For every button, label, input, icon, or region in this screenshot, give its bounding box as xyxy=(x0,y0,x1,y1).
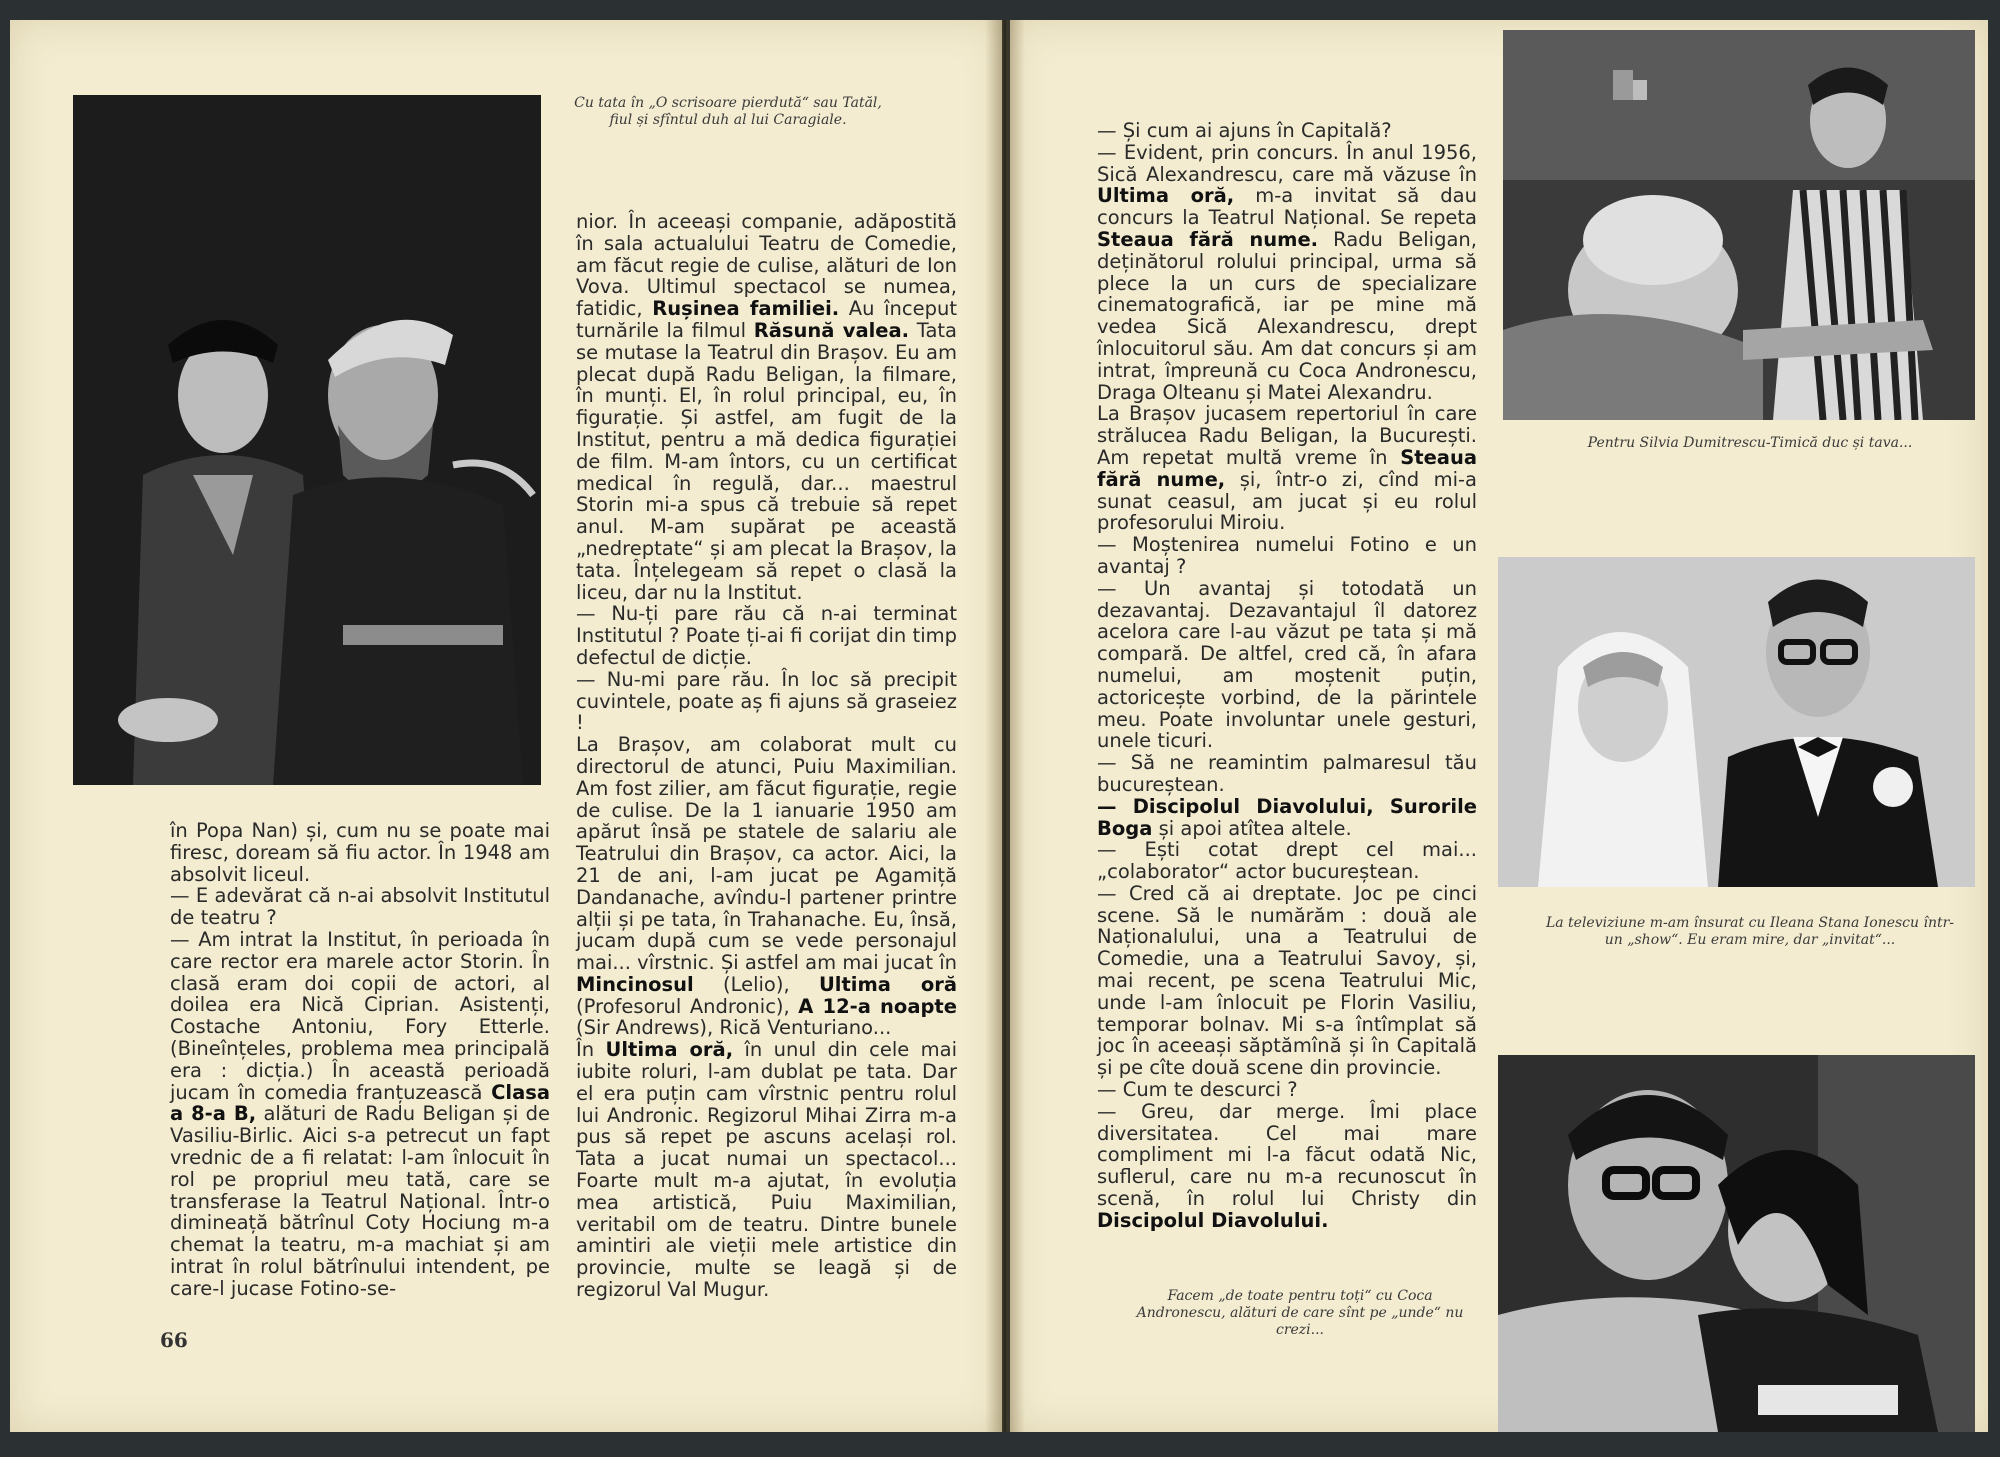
right-page xyxy=(1010,20,1988,1432)
page-number: 66 xyxy=(160,1328,188,1352)
paragraph: — Și cum ai ajuns în Capitală? xyxy=(1097,119,1392,142)
play-title: Clasa a 8-a B, xyxy=(170,1080,550,1126)
paragraph: — Discipolul Diavolului, Surorile Boga și apoi atîtea altele. xyxy=(1097,794,1477,840)
left-page xyxy=(10,20,1002,1432)
caption-wedding: La televiziune m-am însurat cu Ileana Stana Ionescu într-un „show“. Eu eram mire, dar „invitat“... xyxy=(1545,915,1955,948)
paragraph: — Greu, dar merge. Îmi place diversitatea. Cel mai mare compliment mi l-a făcut odată Nic, suflerul, care nu m-a recunoscut în scenă, în rolul lui Christy din Discipolul Diavolului. xyxy=(1097,1099,1477,1232)
paragraph: — Să ne reamintim palmaresul tău bucureștean. xyxy=(1097,751,1477,796)
theater-photo xyxy=(73,95,541,785)
paragraph: — Moștenirea numelui Fotino e un avantaj ? xyxy=(1097,533,1477,578)
photo-caption: Cu tata în „O scrisoare pierdută“ sau Tatăl, fiul și sfîntul duh al lui Caragiale. xyxy=(574,95,882,128)
paragraph: La Brașov, am colaborat mult cu directorul de atunci, Puiu Maximilian. Am fost zilier, am făcut figurație, regie de culise. De la 1 ianuarie 1950 am apărut însă pe statele de salariu ale Teatrului din Brașov, ca actor. Aici, la 21 de ani, l-am jucat pe Agamiță Dandanache, avîndu-l partener printre alții și pe tata, în Trahanache. Eu, însă, jucam după cum se vede personajul mai... vîrstnic. Și astfel am mai jucat în Mincinosul (Lelio), Ultima oră (Profesorul Andronic), A 12-a noapte (Sir Andrews), Rică Venturiano... xyxy=(576,733,958,1040)
paragraph: — Evident, prin concurs. În anul 1956, Sică Alexandrescu, care mă văzuse în Ultima oră, m-a invitat să dau concurs la Teatrul Național. Se repeta Steaua fără nume. Radu Beligan, deținătorul rolului principal, urma să plece la un curs de specializare cinematografică, iar pe mine mă vedea Sică Alexandrescu, drept înlocuitorul său. Am dat concurs și am intrat, împreună cu Coca Andronescu, Draga Olteanu și Matei Alexandru. xyxy=(1097,140,1477,404)
paragraph: — Un avantaj și totodată un dezavantaj. Dezavantajul îl datorez acelora care l-au văzut pe tata și mă compară. De altfel, cred că, în afara numelui, am moștenit puțin, actoricește vorbind, de la părintele meu. Poate involuntar unele gesturi, unele ticuri. xyxy=(1097,576,1477,753)
film-title: Răsună valea. xyxy=(753,318,910,342)
paragraph: nior. În aceeași companie, adăpostită în sala actualului Teatru de Comedie, am făcut regie de culise, alături de Ion Vova. Ultimul spectacol se numea, fatidic, Rușinea familiei. Au început turnările la filmul Răsună valea. Tata se mutase la Teatrul din Brașov. Eu am plecat după Radu Beligan, la filmare, în munți. El, în rolul principal, eu, în figurație. Și astfel, am fugit de la Institut, pentru a mă dedica figurației de film. M-am întors, cu un certificat medical în regulă, dar... maestrul Storin mi-a spus că trebuie să repet anul. M-am supărat pe această „nedreptate“ și am plecat la Brașov, la tata. Înțelegeam să repet o clasă la liceu, dar nu la Institut. xyxy=(576,210,957,604)
right-column xyxy=(1097,120,1477,1232)
photo-wedding xyxy=(1498,557,1975,887)
paragraph: — Nu-mi pare rău. În loc să precipit cuvintele, poate aș fi ajuns să graseiez ! xyxy=(576,667,957,735)
paragraph: La Brașov jucasem repertoriul în care strălucea Radu Beligan, la București. Am repetat multă vreme în Steaua fără nume, și, într-o zi, cînd mi-a sunat ceasul, am jucat și eu rolul profesorului Miroiu. xyxy=(1097,402,1478,535)
paragraph: — Cum te descurci ? xyxy=(1097,1078,1298,1102)
photo-tray xyxy=(1503,30,1975,420)
paragraph: — Nu-ți pare rău că n-ai terminat Institutul ? Poate ți-ai fi corijat din timp defectul de dicție. xyxy=(576,602,957,669)
paragraph: — Cred că ai dreptate. Joc pe cinci scene. Să le numărăm : două ale Naționalului, una a Teatrului de Comedie, una a Teatrului Savoy, și, mai recent, pe scena Teatrului Mic, unde l-am înlocuit pe Florin Vasiliu, temporar bolnav. Mi s-a întîmplat să joc în aceeași săptămînă și în Capitală și pe cîte două scene din provincie. xyxy=(1097,881,1477,1080)
paragraph: În Ultima oră, în unul din cele mai iubite roluri, l-am dublat pe tata. Dar el era puțin cam vîrstnic pentru rolul lui Andronic. Regizorul Mihai Zirra m-a pus să repet pe ascuns același rol. Tata a jucat numai un spectacol... Foarte mult m-a ajutat, în evoluția mea artistică, Puiu Maximilian, veritabil om de teatru. Dintre bunele amintiri ale vieții mele artistice din provincie, multe se leagă și de regizorul Val Mugur. xyxy=(576,1038,958,1302)
paragraph: — Am intrat la Institut, în perioada în care rector era marele actor Storin. În clasă eram doi copii de actori, al doilea era Nică Ciprian. Asistenți, Costache Antoniu, Fory Etterle. (Bineînțeles, problema mea principală era : dicția.) În această perioadă jucam în comedia franțuzească Clasa a 8-a B, alături de Radu Beligan și de Vasiliu-Birlic. Aici s-a petrecut un fapt vrednic de a fi relatat: l-am înlocuit în rol pe propriul meu tată, care se transferase la Teatrul Național. Într-o dimineață bătrînul Coty Hociung m-a chemat la teatru, m-a machiat și am intrat în rolul bătrînului intendent, pe care-l jucase Fotino-se- xyxy=(170,927,551,1300)
left-column-1 xyxy=(170,820,550,1300)
photo-couple xyxy=(1498,1055,1975,1432)
left-column-2 xyxy=(576,211,957,1301)
paragraph: — Ești cotat drept cel mai... „colaborator“ actor bucureștean. xyxy=(1097,838,1477,884)
caption-couple: Facem „de toate pentru toți“ cu Coca Andronescu, alături de care sînt pe „unde“ nu crezi... xyxy=(1136,1288,1464,1338)
paragraph: — E adevărat că n-ai absolvit Institutul de teatru ? xyxy=(170,884,550,930)
caption-tray: Pentru Silvia Dumitrescu-Timică duc și tava... xyxy=(1587,435,1913,451)
paragraph: în Popa Nan) și, cum nu se poate mai firesc, doream să fiu actor. În 1948 am absolvit liceul. xyxy=(170,819,550,886)
play-title: Rușinea familiei. xyxy=(652,297,840,321)
